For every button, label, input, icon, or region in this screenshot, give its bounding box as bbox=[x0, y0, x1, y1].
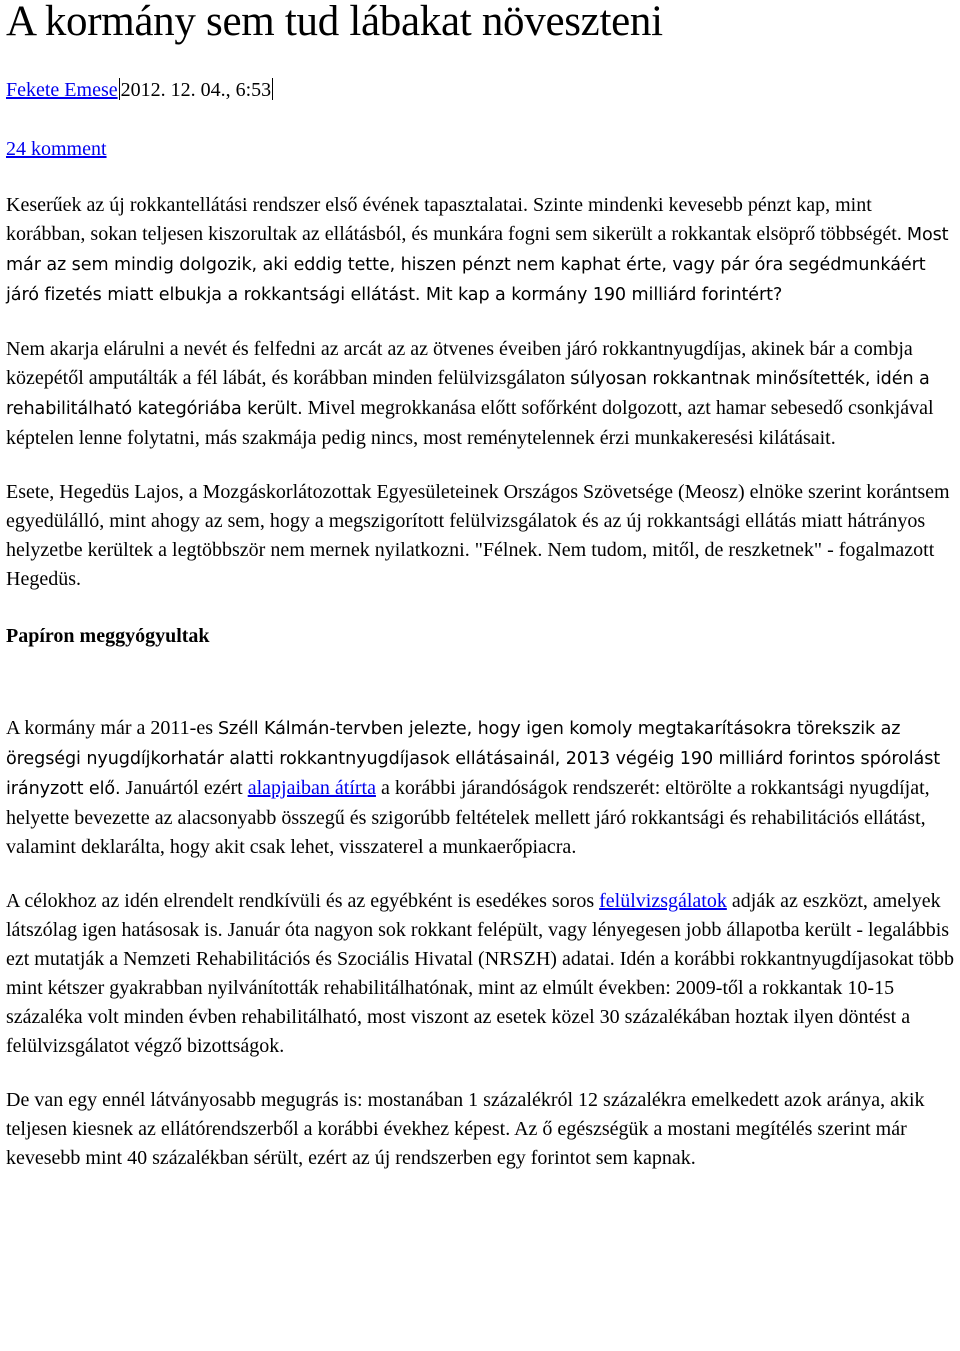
paragraph-text: Nem akarja elárulni a nevét és felfedni az arcát az az ötvenes éveiben járó rokkantnyugdíjas, akinek bár a combja közepétől amputálták a fél lábát, és korábban minden felülvizsgálaton bbox=[6, 338, 913, 389]
inline-link[interactable]: alapjaiban átírta bbox=[247, 777, 376, 799]
paragraph bbox=[6, 478, 956, 594]
paragraph-text: Mivel megrokkanása előtt sofőrként dolgozott, azt hamar sebesedő csonkjával képtelen lenne folytatni, más szakmája pedig nincs, most reménytelennek érzi munkakeresési kilátásait. bbox=[6, 397, 934, 449]
lead-text-continued: Most már az sem mindig dolgozik, aki eddig tette, hiszen pénzt nem kaphat érte, vagy pár óra segédmunkáért járó fizetés miatt elbukja a rokkantsági ellátást. Mit kap a kormány 190 milliárd forintért? bbox=[6, 225, 949, 305]
paragraph-text: A célokhoz az idén elrendelt rendkívüli és az egyébként is esedékes soros bbox=[6, 890, 595, 912]
publish-date: 2012. 12. 04., 6:53 bbox=[120, 79, 272, 101]
meta-separator bbox=[272, 78, 273, 100]
lead-text: Keserűek az új rokkantellátási rendszer első évének tapasztalatai. Szinte mindenki kevesebb pénzt kap, mint korábban, sokan teljesen kiszorultak az ellátásból, és munkára fogni sem sikerült a rokkantak elsöprő többségét. bbox=[6, 194, 902, 245]
author-link[interactable]: Fekete Emese bbox=[6, 79, 118, 101]
paragraph bbox=[6, 335, 956, 453]
paragraph-text: a korábbi járandóságok rendszerét: eltörölte a rokkantsági nyugdíjat, helyette bevezette az alacsonyabb összegű és szigorúbb feltételek mellett járó rokkantsági és rehabilitációs ellátást, valamint deklarálta, hogy akit csak lehet, visszaterel a munkaerőpiacra. bbox=[6, 777, 930, 858]
inline-link[interactable]: felülvizsgálatok bbox=[599, 890, 727, 912]
meta-separator bbox=[119, 78, 120, 100]
paragraph bbox=[6, 887, 956, 1061]
paragraph-text: Esete, Hegedüs Lajos, a Mozgáskorlátozottak Egyesületeinek Országos Szövetsége (Meosz) elnöke szerint korántsem egyedülálló, mint ahogy az sem, hogy a megszigorított felülvizsgálatok és az új rokkantsági ellátás miatt hátrányos helyzetbe kerültek a legtöbbször nem mernek nyilatkozni. "Félnek. Nem tudom, mitől, de reszketnek" - fogalmazott Hegedüs. bbox=[6, 481, 950, 590]
comments-link[interactable]: 24 komment bbox=[6, 138, 107, 160]
paragraph bbox=[6, 714, 956, 862]
article-meta bbox=[6, 78, 956, 102]
comments-row bbox=[6, 137, 956, 161]
article-title: A kormány sem tud lábakat növeszteni bbox=[6, 0, 663, 45]
paragraph-text: súlyosan rokkantnak minősítették, idén a rehabilitálható kategóriába került. bbox=[6, 369, 930, 419]
paragraph-text: Januártól ezért bbox=[125, 777, 243, 799]
section-heading: Papíron meggyógyultak bbox=[6, 625, 210, 647]
paragraph-text: Január óta nagyon sok rokkant felépült, vagy lényegesen jobb állapotba került - legalábbis ezt mutatják a Nemzeti Rehabilitációs és Szociális Hivatal (NRSZH) adatai. Idén a korábbi rokkantnyugdíjasokat több mint kétszer gyakrabban nyilvánították rehabilitálhatónak, mint az elmúlt években: 2009-től a rokkantak 10-15 százaléka volt minden évben rehabilitálható, most viszont az esetek közel 30 százalékában hoztak ilyen döntést a felülvizsgálatot végző bizottságok. bbox=[6, 919, 955, 1057]
paragraph-text: Széll Kálmán-tervben jelezte, hogy igen komoly megtakarításokra törekszik az öregségi nyugdíjkorhatár alatti rokkantnyugdíjasok ellátásainál, 2013 végéig 190 milliárd forintos spórolást irányzott elő. bbox=[6, 719, 941, 799]
paragraph-text: De van egy ennél látványosabb megugrás is: mostanában 1 százalékról 12 százalékra emelkedett azok aránya, akik teljesen kiesnek az ellátórendszerből a korábbi évekhez képest. Az ő egészségük a mostani megítélés szerint már kevesebb mint 40 százalékban sérült, ezért az új rendszerben egy forintot sem kapnak. bbox=[6, 1089, 925, 1169]
paragraph-text: adják az eszközt, amelyek látszólag igen hatásosak is. bbox=[6, 890, 941, 941]
article-lead bbox=[6, 191, 956, 310]
paragraph bbox=[6, 1086, 956, 1173]
paragraph-text: A kormány már a 2011-es bbox=[6, 717, 213, 739]
